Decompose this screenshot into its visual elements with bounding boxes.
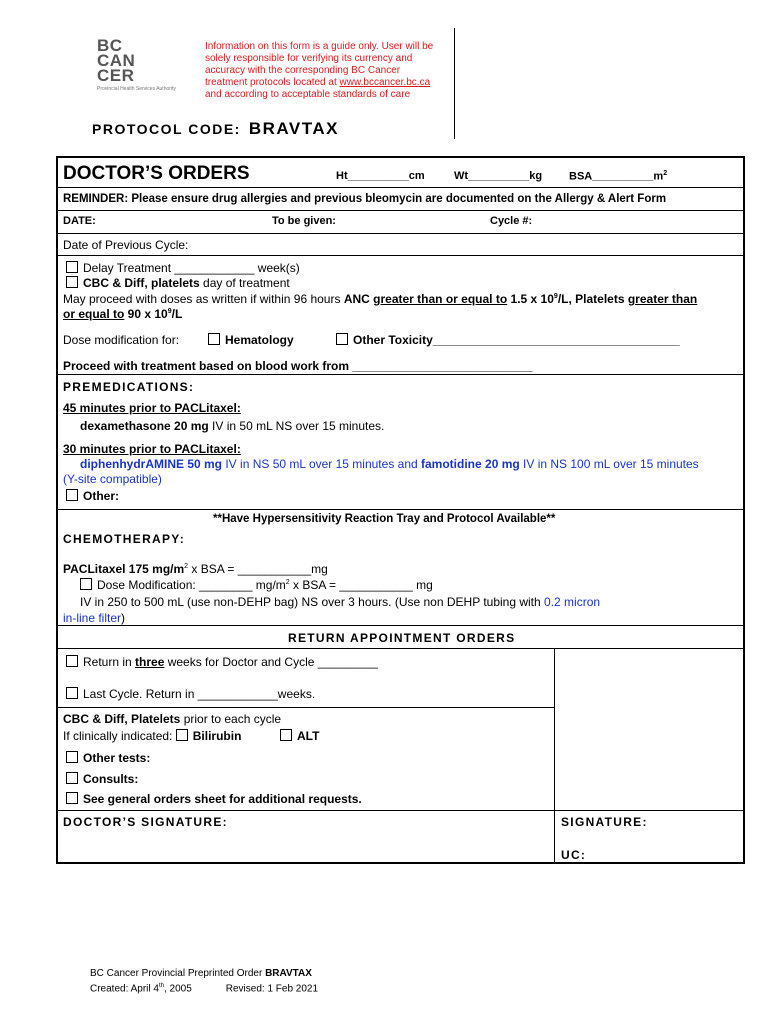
other-toxicity-option: Other Toxicity_____________________________________	[336, 333, 680, 347]
general-orders-checkbox[interactable]	[66, 792, 78, 804]
previous-cycle-field[interactable]: Date of Previous Cycle:	[63, 238, 189, 252]
reminder-text: REMINDER: Please ensure drug allergies and previous bleomycin are documented on the Allergy & Alert Form	[63, 193, 667, 205]
doctors-orders-form	[56, 156, 745, 864]
protocol-label: PROTOCOL CODE:	[92, 121, 241, 137]
last-cycle-checkbox[interactable]	[66, 687, 78, 699]
paclitaxel-iv-line1: IV in 250 to 500 mL (use non-DEHP bag) NS over 3 hours. (Use non DEHP tubing with 0.2 micron	[80, 595, 601, 609]
footer-line2: Created: April 4th, 2005 Revised: 1 Feb 2021	[90, 983, 319, 995]
premed-other-checkbox[interactable]	[66, 489, 78, 501]
return-three-weeks: Return in three weeks for Doctor and Cycle _________	[66, 655, 378, 669]
hematology-option: Hematology	[208, 333, 294, 347]
consults-checkbox[interactable]	[66, 772, 78, 784]
height-field[interactable]: Ht__________cm	[336, 170, 425, 182]
logo-line-2: CAN	[97, 51, 136, 70]
chemotherapy-title: CHEMOTHERAPY:	[63, 532, 186, 546]
delay-treatment-label: Delay Treatment ____________ week(s)	[83, 261, 300, 275]
other-tests-checkbox[interactable]	[66, 751, 78, 763]
hematology-checkbox[interactable]	[208, 333, 220, 345]
cbc-prior-cycle: CBC & Diff, Platelets prior to each cycle	[63, 712, 282, 726]
proceed-criteria-line1: May proceed with doses as written if within 96 hours ANC greater than or equal to 1.5 x $10^9/L$, Platelets greater than	[63, 292, 698, 306]
bc-cancer-logo	[97, 38, 197, 92]
premed-30-heading: 30 minutes prior to PACLitaxel:	[63, 442, 241, 456]
premed-45-heading: 45 minutes prior to PACLitaxel:	[63, 401, 241, 415]
bilirubin-checkbox[interactable]	[176, 729, 188, 741]
cbc-label: CBC & Diff, platelets	[83, 276, 200, 290]
alt-option: ALT	[280, 729, 319, 743]
signature-field[interactable]: SIGNATURE:	[561, 815, 648, 829]
footer-line1: BC Cancer Provincial Preprinted Order BRAVTAX	[90, 968, 312, 979]
paclitaxel-iv-line2: in-line filter)	[63, 611, 126, 625]
return-three-weeks-checkbox[interactable]	[66, 655, 78, 667]
bccancer-link[interactable]: www.bccancer.bc.ca	[339, 77, 431, 88]
delay-treatment-checkbox[interactable]	[66, 261, 78, 273]
header-divider	[454, 28, 455, 139]
diphenhydramine-order: diphenhydrAMINE 50 mg IV in NS 50 mL over 15 minutes and famotidine 20 mg IV in NS 100 mL over 15 minutes	[80, 457, 699, 471]
other-tests: Other tests:	[66, 751, 150, 765]
dose-modification-label: Dose modification for:	[63, 333, 180, 347]
uc-field[interactable]: UC:	[561, 848, 587, 862]
disclaimer	[205, 41, 445, 101]
last-cycle: Last Cycle. Return in ____________weeks.	[66, 687, 315, 701]
delay-treatment-row	[66, 261, 300, 275]
bsa-field[interactable]: $BSA\_\_\_\_\_\_\_\_\_\_m^2$	[569, 170, 668, 183]
doctors-orders-title: DOCTOR’S ORDERS	[63, 163, 250, 184]
cbc-label-rest: day of treatment	[199, 276, 290, 290]
dexamethasone-order: dexamethasone 20 mg IV in 50 mL NS over 15 minutes.	[80, 419, 385, 433]
dose-modification-checkbox[interactable]	[80, 578, 92, 590]
paclitaxel-order: PACLitaxel 175 $mg/m^2$ x BSA = ___________mg	[63, 562, 328, 576]
paclitaxel-dose-modification: Dose Modification: ________ $mg/m^2$ x BSA = ___________ mg	[80, 578, 433, 592]
protocol-code-value: BRAVTAX	[248, 119, 339, 138]
proceed-criteria-line2: or equal to 90 x $10^9/L$	[63, 307, 183, 321]
consults: Consults:	[66, 772, 138, 786]
to-be-given-field[interactable]: To be given:	[272, 215, 336, 227]
disclaimer-text: Information on this form is a guide only. User will be solely responsible for verifying its currency and accuracy with the corresponding BC Cancer treatment protocols located at	[205, 41, 434, 88]
weight-field[interactable]: Wt__________kg	[454, 170, 543, 182]
logo-tagline: Provincial Health Services Authority	[97, 86, 176, 92]
logo-line-3: CER	[97, 66, 135, 85]
return-appointment-title: RETURN APPOINTMENT ORDERS	[288, 631, 516, 645]
logo-line-1: BC	[97, 36, 123, 55]
footer	[90, 968, 318, 995]
other-toxicity-checkbox[interactable]	[336, 333, 348, 345]
general-orders: See general orders sheet for additional requests.	[66, 792, 362, 806]
alt-checkbox[interactable]	[280, 729, 292, 741]
cbc-row	[66, 276, 290, 290]
disclaimer-text-after: and according to acceptable standards of care	[205, 89, 411, 100]
doctor-signature-field[interactable]: DOCTOR’S SIGNATURE:	[63, 815, 228, 829]
hypersensitivity-note: **Have Hypersensitivity Reaction Tray and Protocol Available**	[213, 513, 556, 525]
premed-other: Other:	[66, 489, 119, 503]
clinically-indicated: If clinically indicated: Bilirubin	[63, 729, 242, 743]
date-field[interactable]: DATE:	[63, 215, 96, 227]
premedications-title: PREMEDICATIONS:	[63, 380, 195, 394]
proceed-blood-work[interactable]: Proceed with treatment based on blood work from ___________________________	[63, 359, 533, 373]
cbc-checkbox[interactable]	[66, 276, 78, 288]
cycle-field[interactable]: Cycle #:	[490, 215, 533, 227]
y-site-note: (Y-site compatible)	[63, 472, 162, 486]
protocol-code	[92, 119, 339, 139]
